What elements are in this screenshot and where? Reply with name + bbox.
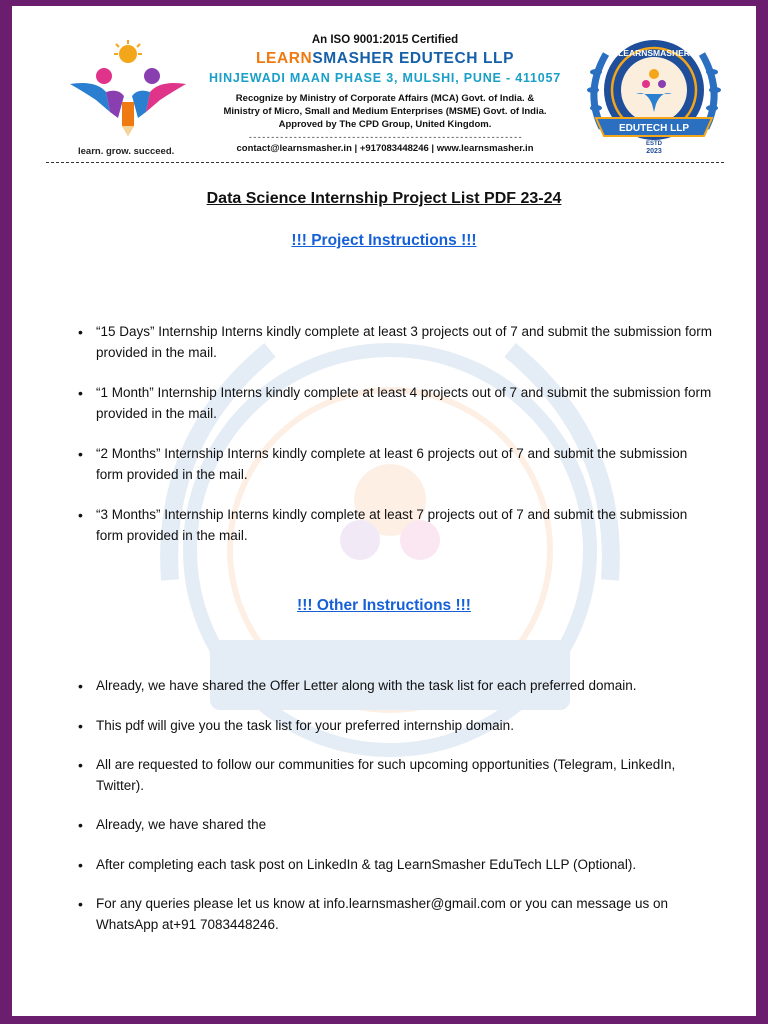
logo-figures-icon bbox=[66, 40, 190, 136]
list-item: • After completing each task post on LinkedIn & tag LearnSmasher EduTech LLP (Optional). bbox=[78, 855, 718, 876]
logo-tagline: learn. grow. succeed. bbox=[78, 146, 175, 157]
other-instructions-list bbox=[78, 676, 718, 954]
badge-estd: ESTD bbox=[645, 141, 663, 147]
estd-badge bbox=[580, 32, 728, 162]
badge-top-text: LEARNSMASHER bbox=[618, 48, 690, 58]
company-address: HINJEWADI MAAN PHASE 3, MULSHI, PUNE - 411057 bbox=[208, 71, 562, 85]
contact-line: contact@learnsmasher.in | +917083448246 | www.learnsmasher.in bbox=[236, 143, 534, 154]
project-instructions-list bbox=[78, 322, 718, 566]
letterhead-text bbox=[190, 30, 580, 154]
list-item: • Already, we have shared the bbox=[78, 815, 718, 836]
badge-ribbon-text: EDUTECH LLP bbox=[619, 123, 689, 134]
page-frame-top bbox=[0, 0, 768, 6]
badge-year: 2023 bbox=[646, 148, 662, 155]
letterhead bbox=[40, 30, 730, 170]
recognition-line: Recognize by Ministry of Corporate Affairs (MCA) Govt. of India. & bbox=[235, 93, 535, 104]
recognition-text bbox=[190, 92, 580, 131]
page-frame-right bbox=[756, 0, 768, 1024]
header-divider bbox=[46, 162, 724, 163]
recognition-line: Approved by The CPD Group, United Kingdom. bbox=[278, 119, 492, 130]
list-item: • “2 Months” Internship Interns kindly complete at least 6 projects out of 7 and submit the submission form provided in the mail. bbox=[78, 444, 718, 485]
list-item: • Already, we have shared the Offer Letter along with the task list for each preferred domain. bbox=[78, 676, 718, 697]
company-name-learn: LEARN bbox=[255, 50, 313, 67]
document-title: Data Science Internship Project List PDF 23-24 bbox=[206, 190, 562, 207]
company-name bbox=[190, 50, 580, 68]
list-item: • “3 Months” Internship Interns kindly complete at least 7 projects out of 7 and submit the submission form provided in the mail. bbox=[78, 505, 718, 546]
recognition-line: Ministry of Micro, Small and Medium Enterprises (MSME) Govt. of India. bbox=[223, 106, 547, 117]
company-name-rest: SMASHER EDUTECH LLP bbox=[312, 50, 515, 67]
company-logo bbox=[66, 40, 190, 165]
project-instructions-heading: !!! Project Instructions !!! bbox=[291, 232, 477, 249]
page-frame-left bbox=[0, 0, 12, 1024]
list-item: • “15 Days” Internship Interns kindly complete at least 3 projects out of 7 and submit the submission form provided in the mail. bbox=[78, 322, 718, 363]
iso-certification: An ISO 9001:2015 Certified bbox=[311, 34, 459, 46]
list-item: • This pdf will give you the task list for your preferred internship domain. bbox=[78, 716, 718, 737]
page-frame-bottom bbox=[0, 1016, 768, 1024]
header-separator: - - - - - - - - - - - - - - - - - - - - - - - - - - - - - - - - - - - - - - - - - - - - - - - - - - - - - - - - - - - - - bbox=[248, 132, 522, 142]
list-item: • For any queries please let us know at info.learnsmasher@gmail.com or you can message us on WhatsApp at+91 7083448246. bbox=[78, 894, 718, 935]
list-item: • All are requested to follow our communities for such upcoming opportunities (Telegram, LinkedIn, Twitter). bbox=[78, 755, 718, 796]
other-instructions-heading: !!! Other Instructions !!! bbox=[297, 597, 471, 614]
list-item: • “1 Month” Internship Interns kindly complete at least 4 projects out of 7 and submit the submission form provided in the mail. bbox=[78, 383, 718, 424]
